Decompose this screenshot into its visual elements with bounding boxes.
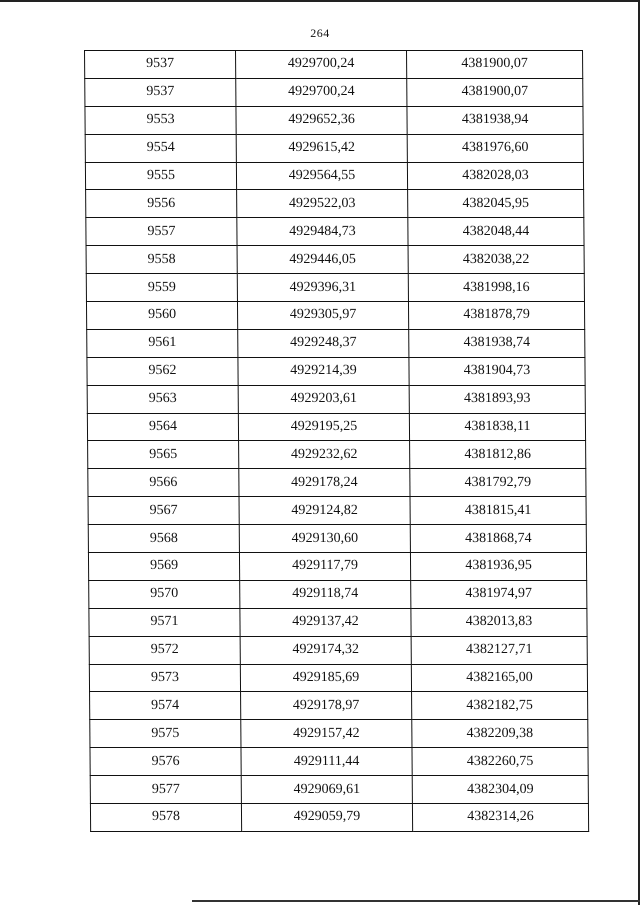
cell-text: 4381998,16 [463,279,530,295]
y-coordinate-cell [408,218,584,246]
x-coordinate-cell [236,162,407,190]
point-number-cell [88,441,239,469]
cell-text: 4929232,62 [290,446,358,462]
x-coordinate-cell [240,580,411,608]
point-number-cell [86,274,237,302]
point-number-cell [86,218,237,246]
cell-text: 9571 [150,614,179,630]
cell-text: 9537 [146,56,175,72]
table-row [90,776,588,804]
cell-text: 9576 [151,753,180,769]
cell-text: 4929652,36 [288,112,355,128]
cell-text: 4381938,94 [461,112,529,128]
point-number-cell [85,51,236,79]
table-row [90,720,588,748]
cell-text: 9577 [151,781,180,797]
cell-text: 4929615,42 [288,140,356,156]
table-row [88,553,586,581]
table-row [86,274,584,302]
x-coordinate-cell [239,469,410,497]
x-coordinate-cell [241,720,412,748]
y-coordinate-cell [409,329,585,357]
table-row [86,246,584,274]
x-coordinate-cell [239,525,410,553]
y-coordinate-cell [407,162,583,190]
point-number-cell [85,78,236,106]
cell-text: 4381838,11 [464,419,531,435]
cell-text: 4929174,32 [292,642,360,658]
cell-text: 4929305,97 [289,307,357,323]
table-row [87,385,585,413]
y-coordinate-cell [408,190,584,218]
table-row [89,664,587,692]
table-row [90,692,588,720]
point-number-cell [90,776,241,804]
x-coordinate-cell [241,776,412,804]
y-coordinate-cell [412,804,588,832]
x-coordinate-cell [237,274,408,302]
x-coordinate-cell [236,106,407,134]
y-coordinate-cell [409,357,585,385]
y-coordinate-cell [410,441,586,469]
x-coordinate-cell [239,553,410,581]
cell-text: 4929069,61 [293,781,361,797]
cell-text: 4382209,38 [466,725,534,741]
x-coordinate-cell [238,413,409,441]
y-coordinate-cell [411,664,587,692]
cell-text: 4382048,44 [462,223,530,239]
point-number-cell [87,357,238,385]
y-coordinate-cell [410,497,586,525]
cell-text: 4381812,86 [464,446,531,462]
cell-text: 4929157,42 [293,725,360,741]
cell-text: 9555 [146,168,176,183]
point-number-cell [89,664,240,692]
scan-border-top [0,0,640,2]
cell-text: 9569 [149,558,179,574]
cell-text: 9568 [149,530,178,546]
x-coordinate-cell [236,78,407,106]
x-coordinate-cell [241,804,412,832]
cell-text: 4381893,93 [463,391,531,407]
point-number-cell [86,246,237,274]
point-number-cell [88,497,239,525]
y-coordinate-cell [412,748,588,776]
point-number-cell [89,580,240,608]
cell-text: 4381868,74 [465,530,532,546]
cell-text: 4929248,37 [289,335,357,351]
table-row [87,413,585,441]
cell-text: 4929396,31 [289,279,357,295]
cell-text: 4929178,24 [291,474,358,490]
point-number-cell [85,106,236,134]
point-number-cell [88,553,239,581]
y-coordinate-cell [407,51,583,79]
table-row [89,580,587,608]
x-coordinate-cell [240,608,411,636]
y-coordinate-cell [411,608,587,636]
cell-text: 9558 [147,251,176,267]
y-coordinate-cell [408,302,584,330]
cell-text: 4381904,73 [463,363,531,379]
x-coordinate-cell [236,51,407,79]
y-coordinate-cell [411,636,587,664]
cell-text: 4381792,79 [464,474,532,490]
table-row [87,357,585,385]
table-row [85,51,583,79]
cell-text: 4929124,82 [291,502,358,518]
cell-text: 9557 [147,223,176,239]
cell-text: 9560 [148,307,177,323]
cell-text: 4929522,03 [288,195,356,211]
table-row [86,218,584,246]
cell-text: 9565 [149,446,178,462]
table-row [90,748,588,776]
x-coordinate-cell [237,302,408,330]
y-coordinate-cell [407,134,583,162]
cell-text: 4929185,69 [292,670,360,686]
y-coordinate-cell [408,246,584,274]
cell-text: 4381974,97 [465,586,533,602]
cell-text: 4929700,24 [288,84,355,100]
y-coordinate-cell [410,469,586,497]
cell-text: 4382028,03 [462,168,529,183]
cell-text: 9554 [146,140,175,156]
x-coordinate-cell [239,441,410,469]
y-coordinate-cell [412,692,588,720]
table-row [89,636,587,664]
table-row [90,804,588,832]
table-row [88,441,586,469]
x-coordinate-cell [241,748,412,776]
table-row [85,162,583,190]
point-number-cell [90,720,241,748]
cell-text: 9559 [147,279,176,295]
y-coordinate-cell [409,413,585,441]
page-number: 264 [310,26,330,40]
table-row [89,608,587,636]
cell-text: 4929195,25 [290,419,358,435]
cell-text: 4382314,26 [467,809,534,825]
cell-text: 4381976,60 [461,140,529,156]
table-row [88,497,586,525]
cell-text: 4382182,75 [466,697,533,713]
x-coordinate-cell [236,134,407,162]
x-coordinate-cell [240,664,411,692]
x-coordinate-cell [238,329,409,357]
cell-text: 4929564,55 [288,168,356,183]
cell-text: 4381900,07 [461,56,528,72]
cell-text: 4929203,61 [290,391,358,407]
coordinates-table-wrapper [84,50,590,832]
cell-text: 9572 [150,642,179,658]
y-coordinate-cell [410,525,586,553]
cell-text: 4381900,07 [461,84,529,100]
scan-border-bottom [192,900,640,902]
cell-text: 4381878,79 [463,307,530,323]
cell-text: 4381938,74 [463,335,531,351]
point-number-cell [89,636,240,664]
table-row [85,78,583,106]
table-row [85,106,583,134]
cell-text: 9575 [151,725,180,741]
y-coordinate-cell [410,553,586,581]
cell-text: 4382013,83 [465,614,533,630]
y-coordinate-cell [407,78,583,106]
cell-text: 9556 [147,195,176,211]
x-coordinate-cell [240,636,411,664]
table-row [88,469,586,497]
cell-text: 4929700,24 [287,56,355,72]
x-coordinate-cell [237,190,408,218]
point-number-cell [88,469,239,497]
y-coordinate-cell [409,385,585,413]
cell-text: 9564 [148,419,178,435]
cell-text: 4382304,09 [466,781,534,797]
cell-text: 4929117,79 [291,558,359,574]
cell-text: 4929214,39 [290,363,357,379]
x-coordinate-cell [238,357,409,385]
cell-text: 9574 [151,697,180,713]
x-coordinate-cell [237,218,408,246]
cell-text: 9537 [146,84,175,100]
point-number-cell [86,302,237,330]
point-number-cell [90,692,241,720]
x-coordinate-cell [238,385,409,413]
cell-text: 4929137,42 [292,614,359,630]
cell-text: 4929059,79 [293,809,361,825]
point-number-cell [90,748,241,776]
x-coordinate-cell [239,497,410,525]
cell-text: 9566 [149,474,178,490]
cell-text: 4381815,41 [464,502,532,518]
cell-text: 9561 [148,335,177,351]
cell-text: 4381936,95 [465,558,532,574]
y-coordinate-cell [408,274,584,302]
cell-text: 4382127,71 [465,642,533,658]
point-number-cell [87,385,238,413]
point-number-cell [88,525,239,553]
point-number-cell [86,190,237,218]
x-coordinate-cell [241,692,412,720]
table-row [87,329,585,357]
cell-text: 9573 [150,670,179,686]
y-coordinate-cell [412,720,588,748]
cell-text: 9578 [151,809,181,825]
point-number-cell [87,329,238,357]
cell-text: 4929111,44 [293,753,360,769]
cell-text: 9553 [146,112,175,128]
cell-text: 9567 [149,502,178,518]
point-number-cell [87,413,238,441]
cell-text: 4929178,97 [292,697,360,713]
point-number-cell [90,804,241,832]
point-number-cell [85,162,236,190]
coordinates-table-body [85,51,589,832]
point-number-cell [89,608,240,636]
cell-text: 9563 [148,391,177,407]
y-coordinate-cell [407,106,583,134]
cell-text: 4929130,60 [291,530,359,546]
cell-text: 4382038,22 [462,251,530,267]
coordinates-table [84,50,589,832]
table-row [86,302,584,330]
table-row [85,134,583,162]
cell-text: 4382165,00 [466,670,533,686]
point-number-cell [85,134,236,162]
y-coordinate-cell [412,776,588,804]
cell-text: 4382045,95 [462,195,530,211]
cell-text: 4929118,74 [292,586,359,602]
cell-text: 4382260,75 [466,753,534,769]
table-row [88,525,586,553]
y-coordinate-cell [411,580,587,608]
table-row [86,190,584,218]
x-coordinate-cell [237,246,408,274]
cell-text: 4929446,05 [289,251,356,267]
cell-text: 4929484,73 [289,223,356,239]
cell-text: 9570 [150,586,179,602]
cell-text: 9562 [148,363,177,379]
